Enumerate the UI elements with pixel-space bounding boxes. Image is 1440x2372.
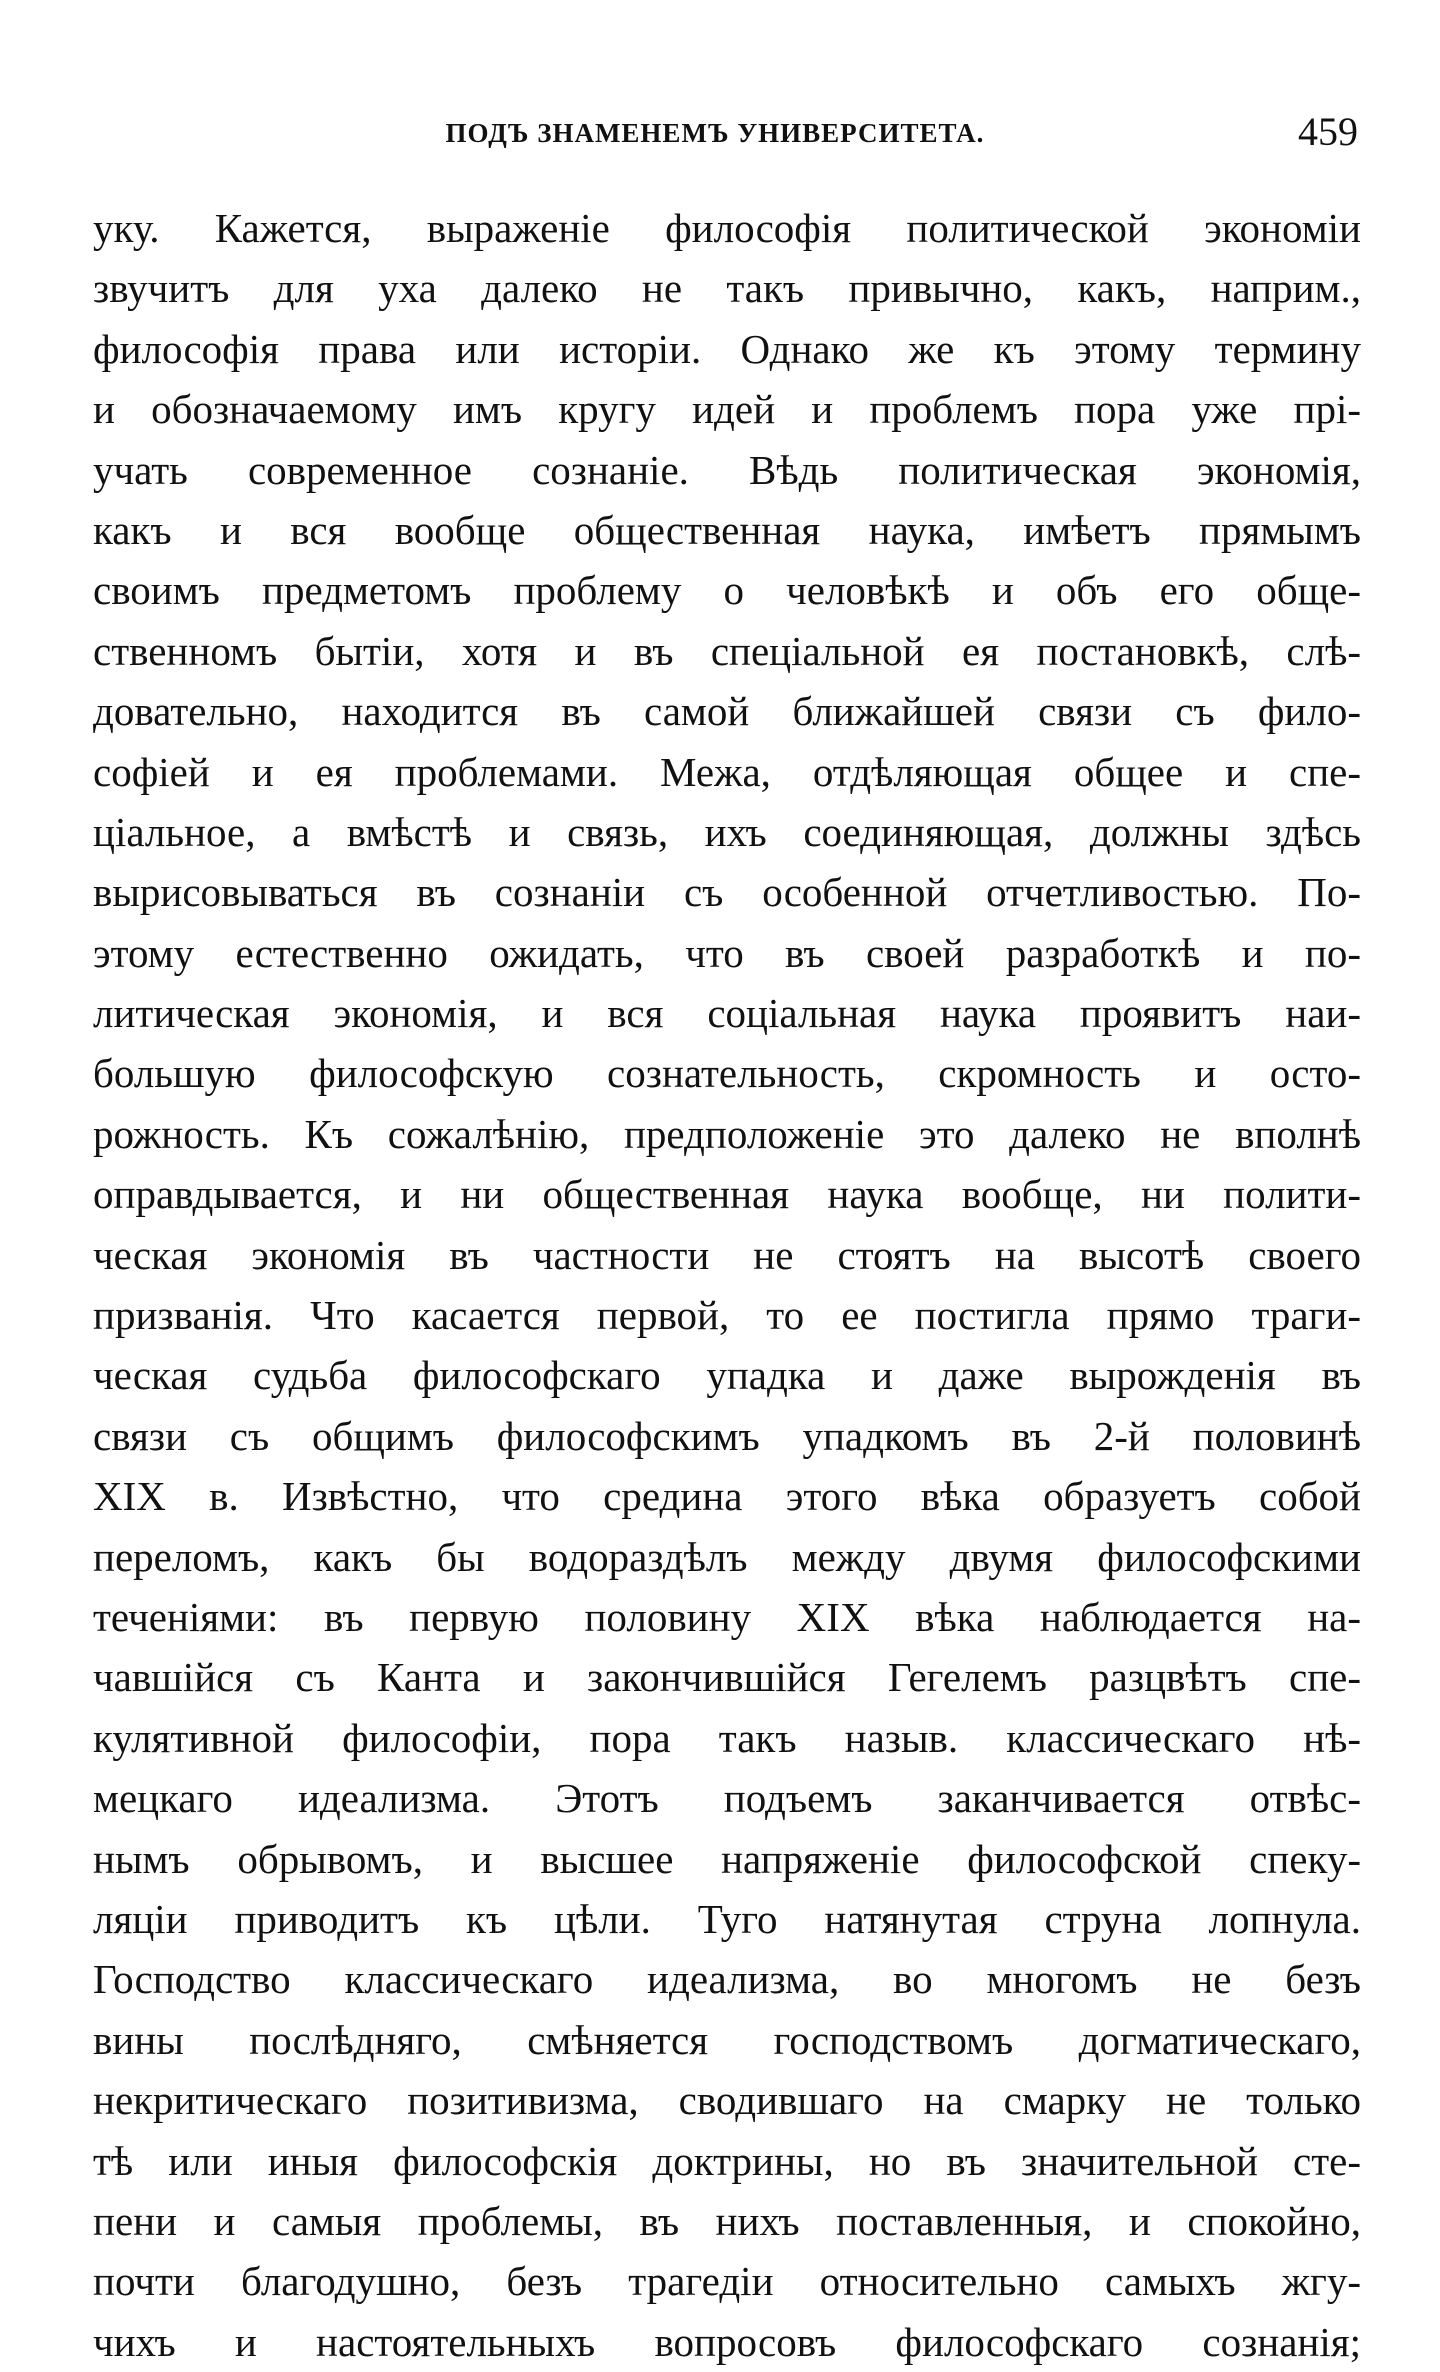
- text-line: философія права или исторіи. Однако же къ этому термину: [93, 325, 1361, 372]
- text-line: учать современное сознаніе. Вѣдь политическая экономія,: [93, 446, 1361, 493]
- page-number: 459: [1298, 109, 1358, 154]
- text-line: вины послѣдняго, смѣняется господствомъ догматическаго,: [93, 2016, 1361, 2063]
- text-line: вырисовываться въ сознаніи съ особенной отчетливостью. По-: [93, 869, 1361, 916]
- text-line: почти благодушно, безъ трагедіи относительно самыхъ жгу-: [93, 2258, 1361, 2305]
- running-head-title: ПОДЪ ЗНАМЕНЕМЪ УНИВЕРСИТЕТА.: [445, 118, 985, 148]
- text-line: чавшійся съ Канта и закончившійся Гегелемъ разцвѣтъ спе-: [93, 1654, 1361, 1701]
- text-line: нымъ обрывомъ, и высшее напряженіе философской спеку-: [93, 1835, 1361, 1882]
- text-line: и обозначаемому имъ кругу идей и проблемъ пора уже прі-: [93, 386, 1361, 433]
- text-line: литическая экономія, и вся соціальная наука проявитъ наи-: [93, 990, 1361, 1037]
- text-line: Господство классическаго идеализма, во многомъ не безъ: [93, 1956, 1361, 2003]
- text-line: переломъ, какъ бы водораздѣлъ между двумя философскими: [93, 1533, 1361, 1580]
- text-line: мецкаго идеализма. Этотъ подъемъ заканчивается отвѣс-: [93, 1775, 1361, 1822]
- text-line: уку. Кажется, выраженіе философія политической экономіи: [93, 205, 1361, 251]
- text-line: некритическаго позитивизма, сводившаго на смарку не только: [93, 2077, 1361, 2124]
- text-line: оправдывается, и ни общественная наука вообще, ни полити-: [93, 1171, 1361, 1218]
- text-line: ческая судьба философскаго упадка и даже вырожденія въ: [93, 1352, 1361, 1399]
- text-line: пени и самыя проблемы, въ нихъ поставленныя, и спокойно,: [93, 2197, 1361, 2244]
- text-line: ческая экономія въ частности не стоятъ на высотѣ своего: [93, 1231, 1361, 1278]
- text-line: какъ и вся вообще общественная наука, имѣетъ прямымъ: [93, 506, 1361, 553]
- text-line: призванія. Что касается первой, то ее постигла прямо траги-: [93, 1292, 1361, 1339]
- text-line: рожность. Къ сожалѣнію, предположеніе это далеко не вполнѣ: [93, 1110, 1361, 1157]
- text-line: довательно, находится въ самой ближайшей связи съ фило-: [93, 688, 1361, 735]
- text-line: ственномъ бытіи, хотя и въ спеціальной ея постановкѣ, слѣ-: [93, 627, 1361, 674]
- body-text: [93, 198, 1361, 2372]
- text-line: XIX в. Извѣстно, что средина этого вѣка образуетъ собой: [93, 1473, 1361, 1520]
- text-line: ціальное, а вмѣстѣ и связь, ихъ соединяющая, должны здѣсь: [93, 808, 1361, 855]
- text-line: кулятивной философіи, пора такъ назыв. классическаго нѣ-: [93, 1714, 1361, 1761]
- text-line: софіей и ея проблемами. Межа, отдѣляющая общее и спе-: [93, 748, 1361, 795]
- text-line: своимъ предметомъ проблему о человѣкѣ и объ его обще-: [93, 567, 1361, 614]
- text-line: теченіями: въ первую половину XIX вѣка наблюдается на-: [93, 1593, 1361, 1640]
- text-line: чихъ и настоятельныхъ вопросовъ философскаго сознанія;: [93, 2318, 1361, 2365]
- text-line: связи съ общимъ философскимъ упадкомъ въ 2-й половинѣ: [93, 1412, 1361, 1459]
- text-line: ляціи приводитъ къ цѣли. Туго натянутая струна лопнула.: [93, 1895, 1361, 1942]
- text-line: этому естественно ожидать, что въ своей разработкѣ и по-: [93, 929, 1361, 976]
- text-line: тѣ или иныя философскія доктрины, но въ значительной сте-: [93, 2137, 1361, 2184]
- text-line: большую философскую сознательность, скромность и осто-: [93, 1050, 1361, 1097]
- text-line: звучитъ для уха далеко не такъ привычно, какъ, наприм.,: [93, 265, 1361, 312]
